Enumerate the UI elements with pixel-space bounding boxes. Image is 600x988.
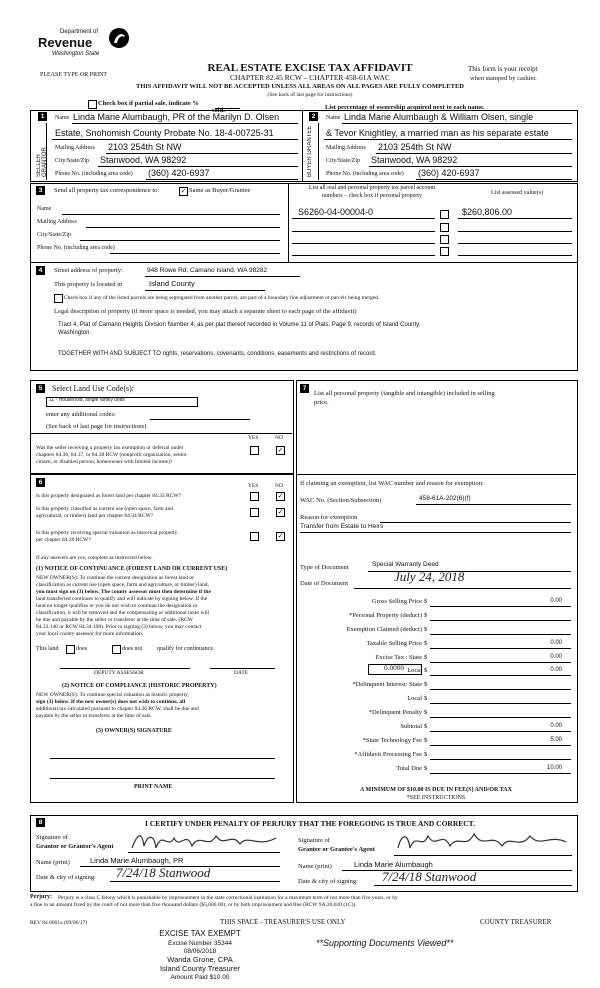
same-as-buyer-checkbox[interactable]: ✓ — [180, 187, 187, 195]
exemption-yes-checkbox[interactable] — [250, 446, 259, 455]
stamp-treasurer-title: Island County Treasurer — [159, 964, 241, 973]
taxable-price-value: 0.00 — [550, 640, 562, 646]
legal-line2: Washington. — [58, 330, 92, 336]
legal-description-label: Legal description of property (if more space is needed, you may attach a separate sheet to each page of the affidavit) — [54, 308, 357, 315]
doc-type-label: Type of Document — [300, 564, 349, 571]
s3-mailing-label: Mailing Address — [37, 219, 77, 225]
notice1-line8: 84.33.140 or RCW 84.34.108). Prior to signing (3) below, you may contact — [36, 624, 202, 630]
notice2-line2: sign (3) below. If the new owner(s) does not wish to continue, all — [36, 699, 186, 705]
additional-codes-label: enter any additional codes: — [46, 411, 116, 418]
parcel-number-1: S6260-04-00004-0 — [298, 207, 374, 217]
delinquent-state-label: *Delinquent Interest: State — [352, 681, 422, 688]
taxable-price-label: Taxable Selling Price — [366, 640, 422, 647]
section-2-number: 2 — [309, 112, 318, 121]
does-not-checkbox[interactable] — [112, 645, 121, 654]
buyer-mailing: 2103 254th St NW — [378, 142, 452, 152]
stamp-date: 08/06/2018 — [183, 948, 217, 955]
assessed-header: List assessed value(s) — [491, 190, 543, 196]
notice1-line2: classification as current use (open space, farm and agriculture, or timber) land, — [36, 582, 209, 588]
located-in-label: This property is located in — [54, 281, 123, 288]
doc-date: July 24, 2018 — [394, 569, 465, 584]
perjury-line1: Perjury is a class C felony which is punishable by imprisonment in the state correctional institution for a maximum term of not more than five years, or by — [58, 895, 398, 901]
section-6-block — [30, 474, 294, 803]
treasurer-space-label: THIS SPACE - TREASURER'S USE ONLY — [220, 918, 346, 926]
s3-city-label: City/State/Zip — [37, 232, 71, 238]
supporting-documents-note: **Supporting Documents Viewed** — [316, 938, 454, 948]
gross-price-value: 0.00 — [550, 598, 562, 604]
buyer-city-label: City/State/Zip — [326, 158, 360, 164]
penalty-dollar: $ — [424, 709, 428, 716]
grantee-sig-label1: Signature of — [298, 837, 330, 844]
personal-property-checkbox-3[interactable] — [440, 235, 449, 244]
personal-property-checkbox-2[interactable] — [440, 223, 449, 232]
legal-line3: TOGETHER WITH AND SUBJECT TO rights, reservations, covenants, conditions, easements and restrictions of record. — [58, 351, 377, 357]
assessed-value-1: $260,806.00 — [462, 207, 513, 217]
see-instructions-note: *SEE INSTRUCTIONS — [406, 795, 466, 801]
partial-sale-checkbox[interactable] — [88, 100, 97, 109]
segregated-label: Check box if any of the listed parcels are being segregated from another parcel, are part of a boundary line adjustment or parcels being merged. — [64, 295, 380, 301]
section-5-number: 5 — [36, 384, 45, 393]
exemption-no-checkbox[interactable]: ✓ — [277, 446, 284, 454]
does-label: does — [76, 646, 87, 652]
personal-property-line2: price. — [314, 399, 329, 406]
owner-signature-title: (3) OWNER(S) SIGNATURE — [96, 728, 172, 734]
delinquent-penalty-label: *Delinquent Penalty — [368, 709, 422, 716]
total-dollar: $ — [424, 765, 428, 772]
wac-number: 458-61A-202(6)(f) — [419, 495, 471, 502]
segregated-checkbox[interactable] — [54, 294, 63, 303]
current-use-no-checkbox[interactable]: ✓ — [277, 508, 284, 516]
seller-name-label: Name — [55, 115, 70, 121]
seller-name-line1: Linda Marie Alumbaugh, PR of the Marilyn D. Olsen — [73, 112, 280, 122]
s6-yes-header: YES — [248, 483, 259, 489]
personal-dollar: $ — [424, 612, 428, 619]
buyer-phone: (360) 420-6937 — [418, 168, 480, 178]
local-dollar: $ — [424, 667, 428, 674]
subtotal-value: 0.00 — [550, 723, 562, 729]
form-revision: REV 84 0001a (09/06/17) — [30, 920, 88, 926]
seller-phone-label: Phone No. (including area code) — [55, 171, 133, 177]
exemption-claim-label: If claiming an exemption, list WAC number and reason for exemption: — [300, 480, 484, 487]
s5-no-header: NO — [275, 435, 283, 441]
this-land-label: This land — [36, 646, 59, 652]
affidavit-fee-dollar: $ — [424, 751, 428, 758]
section-7-number: 7 — [300, 384, 309, 393]
s5-see-back: (See back of last page for instructions) — [46, 423, 147, 430]
grantor-date-label: Date & city of signing: — [36, 874, 96, 881]
historic-q-b: per chapter 84.26 RCW? — [36, 537, 91, 543]
stamp-excise-number: Excise Number 35344 — [168, 940, 232, 947]
type-or-print: PLEASE TYPE OR PRINT — [40, 72, 108, 78]
parcel-header-2: numbers – check box if personal property — [322, 193, 422, 199]
delinquent-local-label: Local — [407, 695, 422, 702]
seller-name-line2: Estate, Snohomish County Probate No. 18-4-00725-31 — [55, 128, 274, 138]
send-correspondence-label: Send all property tax correspondence to: — [54, 187, 160, 194]
seller-phone: (360) 420-6937 — [148, 168, 210, 178]
excise-state-value: 0.00 — [550, 654, 562, 660]
notice2-line4: payable by the seller or transferor at the time of sale. — [36, 713, 152, 719]
buyer-name-line1: Linda Marie Alumbaugh & William Olsen, single — [344, 112, 534, 122]
local-rate: 0.0000 — [384, 665, 404, 672]
exemption-reason: Transfer from Estate to Heirs — [300, 523, 384, 530]
dept-line3: Washington State — [52, 51, 100, 57]
perjury-label: Perjury: — [30, 894, 52, 900]
excise-state-label: Excise Tax : State — [375, 654, 422, 661]
grantee-name-print-label: Name (print) — [298, 863, 332, 870]
forest-land-question: Is this property designated as forest land per chapter 84.33 RCW? — [36, 493, 181, 499]
seller-mailing: 2103 254th St NW — [108, 142, 182, 152]
grantor-sig-label1: Signature of — [36, 834, 68, 841]
delinq-state-dollar: $ — [424, 681, 428, 688]
section-8-number: 8 — [36, 818, 45, 827]
excise-state-dollar: $ — [424, 654, 428, 661]
if-yes-instruction: If any answers are yes, complete as instructed below. — [36, 555, 153, 561]
see-back-note: (See back of last page for instructions) — [267, 92, 353, 98]
dept-line1: Department of — [60, 29, 99, 35]
current-use-yes-checkbox[interactable] — [250, 508, 259, 517]
forest-yes-checkbox[interactable] — [250, 492, 259, 501]
notice2-line3: additional tax calculated pursuant to chapter 84.26 RCW, shall be due and — [36, 706, 199, 712]
grantor-printed-name: Linda Marie Alumbaugh, PR — [90, 856, 184, 865]
historic-q-a: Is this property receiving special valuation as historical property — [36, 530, 178, 536]
land-use-label: Select Land Use Code(s): — [52, 384, 134, 393]
notice1-line3: you must sign on (3) below. The county assessor must then determine if the — [36, 589, 211, 595]
grantor-date-city: 7/24/18 Stanwood — [116, 865, 211, 880]
qualify-label: qualify for continuance. — [157, 646, 215, 652]
notice1-line5: land no longer qualifies or you do not wish to continue the designation or — [36, 603, 198, 609]
section-4-number: 4 — [36, 266, 45, 275]
stamp-treasurer-name: Wanda Grone, CPA — [167, 955, 233, 964]
form-title: REAL ESTATE EXCISE TAX AFFIDAVIT — [207, 62, 413, 74]
personal-property-checkbox-1[interactable] — [440, 210, 449, 219]
gross-dollar: $ — [424, 598, 428, 605]
notice-compliance-title: (2) NOTICE OF COMPLIANCE (HISTORIC PROPERTY) — [62, 683, 217, 689]
gross-price-label: Gross Selling Price — [371, 598, 422, 605]
assessor-date-label: DATE — [234, 670, 249, 676]
seller-vertical-label: SELLER GRANTOR — [36, 147, 48, 177]
reason-label: Reason for exemption — [300, 514, 358, 521]
minimum-fee-note: A MINIMUM OF $10.00 IS DUE IN FEE(S) AND/OR TAX — [360, 787, 512, 793]
legal-line1: Tract 4, Plat of Camano Heights Division Number 4, as per plat thereof recorded in Volume 11 of Plats, Page 9, records of Island County, — [58, 322, 421, 328]
tech-fee-label: *State Technology Fee — [362, 737, 422, 744]
partial-sale-label: Check box if partial sale, indicate % — [98, 100, 199, 107]
section-6-number: 6 — [36, 478, 45, 487]
affidavit-fee-label: *Affidavit Processing Fee — [354, 751, 422, 758]
pct-ownership-note: List percentage of ownership acquired next to each name. — [325, 104, 485, 111]
sold-label: sold. — [212, 107, 225, 114]
notice1-line4: land transferred continues to qualify and will indicate by signing below. If the — [36, 596, 208, 602]
taxable-dollar: $ — [424, 640, 428, 647]
subtotal-label: Subtotal — [400, 723, 422, 730]
notice2-line1: NEW OWNER(S): To continue special valuation as historic property, — [36, 692, 189, 698]
notice1-line6: classification, it will be removed and the compensating or additional taxes will — [36, 610, 210, 616]
wac-label: WAC No. (Section/Subsection) — [300, 497, 382, 504]
revenue-logo-icon — [108, 27, 130, 49]
subtotal-dollar: $ — [424, 723, 428, 730]
delinq-local-dollar: $ — [424, 695, 428, 702]
grantee-printed-name: Linda Marie Alumbaugh — [354, 860, 433, 869]
parcel-header-1: List all real and personal property tax parcel account — [308, 185, 436, 191]
dept-line2: Revenue — [38, 35, 93, 50]
buyer-phone-label: Phone No. (including area code) — [326, 171, 404, 177]
s6-no-header: NO — [275, 483, 283, 489]
certify-statement: I CERTIFY UNDER PENALTY OF PERJURY THAT THE FOREGOING IS TRUE AND CORRECT. — [144, 819, 475, 828]
county-treasurer-label: COUNTY TREASURER — [480, 918, 552, 926]
grantor-name-print-label: Name (print) — [36, 859, 70, 866]
does-not-label: does not — [122, 646, 143, 652]
section-1-number: 1 — [38, 112, 47, 121]
located-in: Island County — [149, 279, 195, 288]
deputy-assessor-label: DEPUTY ASSESSOR — [94, 670, 144, 676]
personal-property-checkbox-4[interactable] — [440, 247, 449, 256]
grantee-date-label: Date & city of signing: — [298, 878, 358, 885]
grantor-signature — [128, 828, 280, 854]
forest-no-checkbox[interactable]: ✓ — [277, 492, 284, 500]
buyer-city: Stanwood, WA 98292 — [371, 155, 458, 165]
local-tax-label: Local — [407, 667, 422, 674]
buyer-name-label: Name — [326, 115, 341, 121]
not-accepted-warning: THIS AFFIDAVIT WILL NOT BE ACCEPTED UNLESS ALL AREAS ON ALL PAGES ARE FULLY COMPLETED — [136, 83, 464, 90]
stamp-exempt: EXCISE TAX EXEMPT — [159, 929, 241, 938]
total-due-label: Total Due — [396, 765, 422, 772]
section-3-number: 3 — [36, 186, 45, 195]
same-as-buyer-label: Same as Buyer/Grantee — [189, 187, 251, 194]
exemption-dollar: $ — [424, 626, 428, 633]
historic-no-checkbox[interactable]: ✓ — [277, 532, 284, 540]
personal-property-line1: List all personal property (tangible and intangible) included in selling — [314, 390, 495, 397]
seller-mailing-label: Mailing Address — [55, 145, 95, 151]
land-use-code: 11 - Household, single family units — [49, 397, 125, 403]
notice1-line9: your local county assessor for more information. — [36, 631, 144, 637]
doc-type: Special Warranty Deed — [372, 561, 439, 568]
historic-yes-checkbox[interactable] — [250, 532, 259, 541]
receipt-line1: This form is your receipt — [468, 65, 538, 73]
grantee-sig-label2: Grantee or Grantee's Agent — [298, 846, 375, 853]
seller-city: Stanwood, WA 98292 — [100, 155, 187, 165]
exemption-deduct-label: Exemption Claimed (deduct) — [346, 626, 422, 633]
stamp-amount-paid: Amount Paid $10.00 — [170, 974, 230, 981]
street-address: 948 Rowe Rd, Camano Island, WA 98282 — [147, 267, 268, 274]
seller-city-label: City/State/Zip — [55, 158, 89, 164]
doc-date-label: Date of Document — [300, 580, 349, 587]
grantee-signature — [394, 828, 570, 854]
tech-fee-dollar: $ — [424, 737, 428, 744]
exemption-q2: chapters 84.36, 84.37, or 84.38 RCW (nonprofit organization, senior — [36, 452, 187, 458]
buyer-vertical-label: BUYER GRANTEE — [307, 125, 313, 177]
receipt-line2: when stamped by cashier. — [470, 75, 537, 82]
tech-fee-value: 5.00 — [550, 737, 562, 743]
grantee-date-city: 7/24/18 Stanwood — [382, 869, 477, 884]
street-address-label: Street address of property: — [54, 267, 123, 274]
s3-phone-label: Phone No. (including area code) — [37, 245, 115, 251]
personal-deduct-label: *Personal Property (deduct) — [349, 612, 422, 619]
total-due-value: 10.00 — [546, 765, 562, 771]
print-name-label: PRINT NAME — [134, 784, 173, 790]
exemption-q1: Was the seller receiving a property tax exemption or deferral under — [36, 445, 184, 451]
buyer-mailing-label: Mailing Address — [326, 145, 366, 151]
current-use-q-b: agricultural, or timber) land per chapter 84.34 RCW? — [36, 513, 154, 519]
grantor-sig-label2: Grantor or Grantor's Agent — [36, 843, 114, 850]
notice1-line1: NEW OWNER(S): To continue the current designation as forest land or — [36, 575, 194, 581]
s5-yes-header: YES — [248, 435, 259, 441]
notice-continuance-title: (1) NOTICE OF CONTINUANCE (FOREST LAND OR CURRENT USE) — [36, 566, 228, 572]
buyer-name-line2: & Tevor Knightley, a married man as his separate estate — [326, 128, 549, 138]
current-use-q-a: Is this property classified as current use (open space, farm and — [36, 506, 173, 512]
notice1-line7: be due and payable by the seller or transferor at the time of sale. (RCW — [36, 617, 193, 623]
perjury-line2: a fine in an amount fixed by the court of not more than five thousand dollars ($5,000.00), or by both imprisonment and fine (RCW 9A.20.020 (1C)). — [30, 902, 357, 908]
local-tax-value: 0.00 — [550, 667, 562, 673]
exemption-q3: citizen, or disabled person, homeowner with limited income)? — [36, 459, 173, 465]
s3-name-label: Name — [37, 206, 52, 212]
form-chapter: CHAPTER 82.45 RCW – CHAPTER 458-61A WAC — [230, 73, 390, 82]
does-checkbox[interactable] — [66, 645, 75, 654]
